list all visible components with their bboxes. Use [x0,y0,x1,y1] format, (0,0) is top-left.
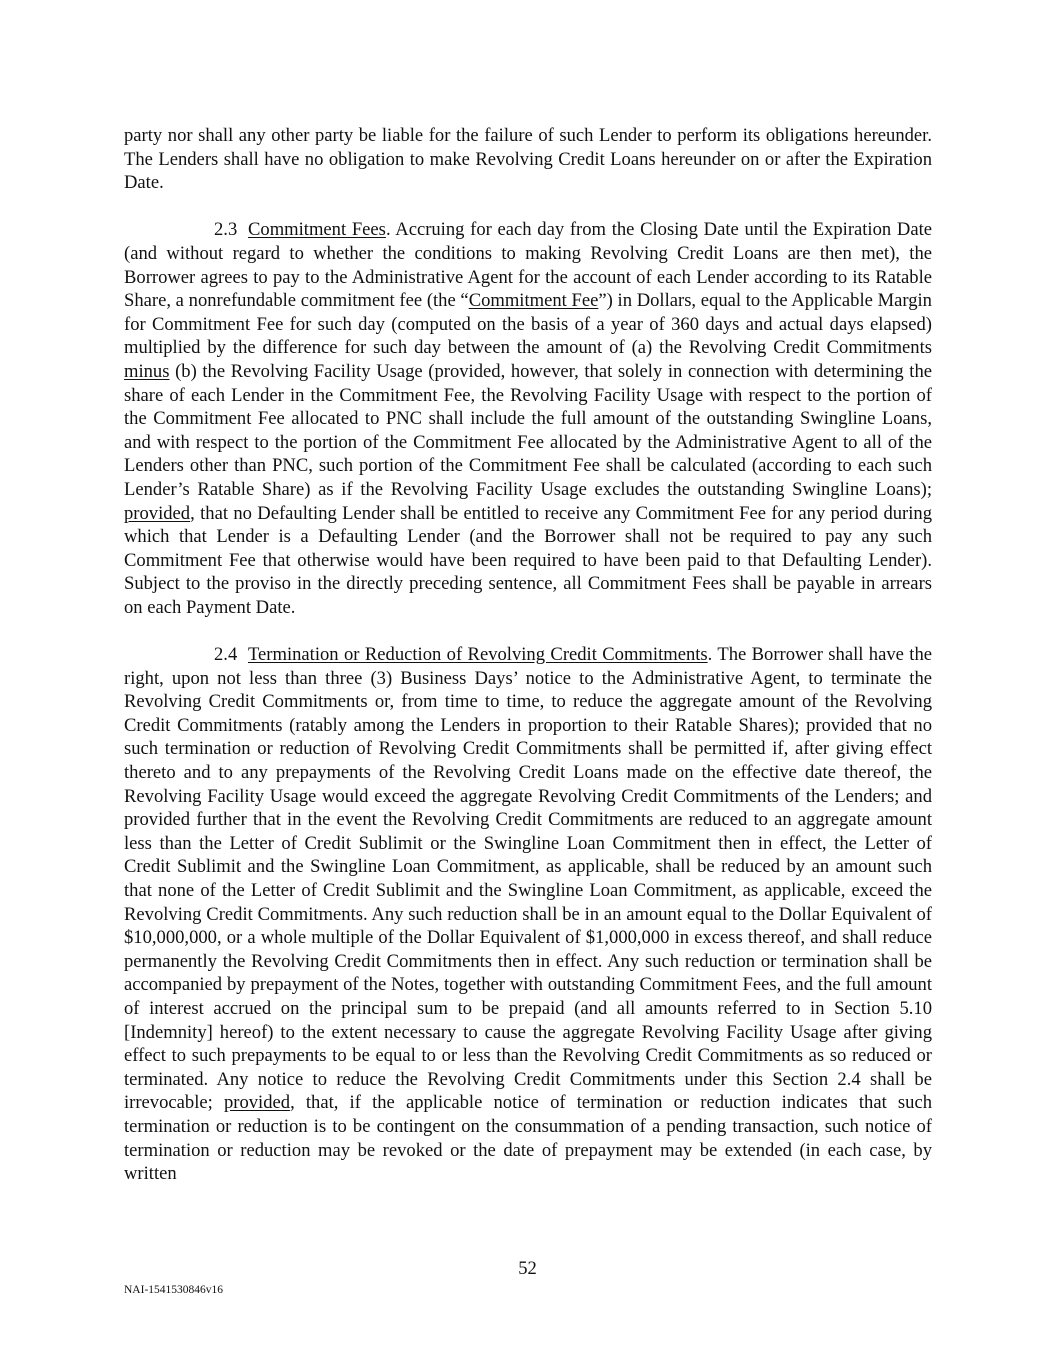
section-2-4-number: 2.4 [214,644,238,666]
section-2-4-paragraph [124,643,932,1186]
section-2-4-text-1: . The Borrower shall have the right, upon not less than three (3) Business Days’ notice to the Administrative Agent, to terminate the Revolving Credit Commitments or, from time to time, to reduce the aggregate amount of the Revolving Credit Commitments (ratably among the Lenders in proportion to their Ratable Shares); provided that no such termination or reduction of Revolving Credit Commitments shall be permitted if, after giving effect thereto and to any prepayments of the Revolving Credit Loans made on the effective date thereof, the Revolving Facility Usage would exceed the aggregate Revolving Credit Commitments of the Lenders; and provided further that in the event the Revolving Credit Commitments are reduced to an aggregate amount less than the Letter of Credit Sublimit or the Swingline Loan Commitment then in effect, the Letter of Credit Sublimit and the Swingline Loan Commitment, as applicable, shall be reduced by an amount such that none of the Letter of Credit Sublimit and the Swingline Loan Commitment, as applicable, exceed the Revolving Credit Commitments. Any such reduction shall be in an amount equal to the Dollar Equivalent of $10,000,000, or a whole multiple of the Dollar Equivalent of $1,000,000 in excess thereof, and shall reduce permanently the Revolving Credit Commitments then in effect. Any such reduction or termination shall be accompanied by prepayment of the Notes, together with outstanding Commitment Fees, and the full amount of interest accrued on the principal sum to be prepaid (and all amounts referred to in Section 5.10 [Indemnity] hereof) to the extent necessary to cause the aggregate Revolving Facility Usage after giving effect to such prepayments to be equal to or less than the Revolving Credit Commitments as so reduced or terminated. Any notice to reduce the Revolving Credit Commitments under this Section 2.4 shall be irrevocable; [124,644,932,1114]
section-2-4-heading: Termination or Reduction of Revolving Credit Commitments [248,644,708,666]
continuation-paragraph [124,124,932,195]
section-2-3-text-4: , that no Defaulting Lender shall be entitled to receive any Commitment Fee for any period during which that Lender is a Defaulting Lender (and the Borrower shall not be required to pay any such Commitment Fee that otherwise would have been required to have been paid to that Defaulting Lender). Subject to the proviso in the directly preceding sentence, all Commitment Fees shall be payable in arrears on each Payment Date. [124,502,932,618]
term-minus: minus [124,360,170,382]
section-2-3-text-3: (b) the Revolving Facility Usage (provided, however, that solely in connection with determining the share of each Lender in the Commitment Fee, the Revolving Facility Usage with respect to the portion of the Commitment Fee allocated to PNC shall include the full amount of the outstanding Swingline Loans, and with respect to the portion of the Commitment Fee allocated by the Administrative Agent to all of the Lenders other than PNC, such portion of the Commitment Fee shall be calculated (according to each such Lender’s Ratable Share) as if the Revolving Facility Usage excludes the outstanding Swingline Loans); [124,360,932,500]
section-2-3-paragraph [124,218,932,619]
section-2-3-text-1: . Accruing for each day from the Closing Date until the Expiration Date (and without regard to whether the conditions to making Revolving Credit Loans are then met), the Borrower agrees to pay to the Administrative Agent for the account of each Lender according to its Ratable Share, a nonrefundable commitment fee (the “ [124,219,932,312]
page-number: 52 [518,1258,537,1279]
section-2-3-number: 2.3 [214,219,238,241]
section-2-4-text-2: , that, if the applicable notice of termination or reduction indicates that such termination or reduction is to be contingent on the consummation of a pending transaction, such notice of termination or reduction may be revoked or the date of prepayment may be extended (in each case, by written [124,1092,933,1185]
document-id: NAI-1541530846v16 [124,1284,224,1296]
term-provided: provided [124,502,191,524]
defined-term-commitment-fee: Commitment Fee [468,290,599,312]
continuation-text: party nor shall any other party be liable for the failure of such Lender to perform its obligations hereunder. The Lenders shall have no obligation to make Revolving Credit Loans hereunder on or after the Expiration Date. [124,125,932,194]
document-page [124,124,932,1186]
term-provided: provided [223,1092,291,1114]
section-2-3-text-2: ”) in Dollars, equal to the Applicable Margin for Commitment Fee for such day (computed on the basis of a year of 360 days and actual days elapsed) multiplied by the difference for such day between the amount of (a) the Revolving Credit Commitments [124,290,932,359]
section-2-3-heading: Commitment Fees [248,219,386,241]
